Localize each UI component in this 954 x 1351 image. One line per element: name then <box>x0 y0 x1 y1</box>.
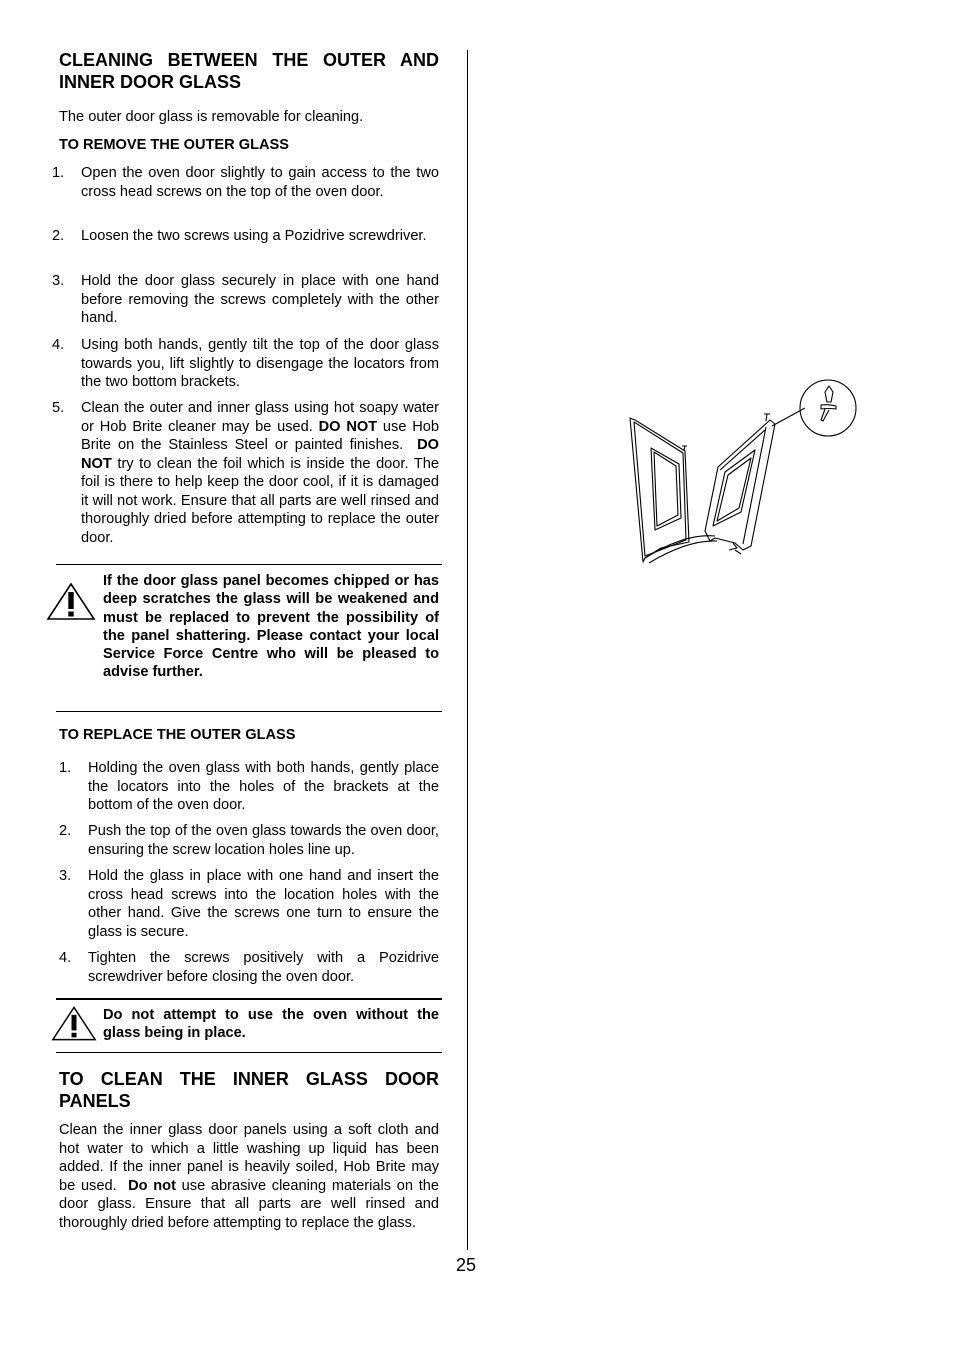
divider <box>56 1052 442 1053</box>
section-heading: CLEANING BETWEEN THE OUTER AND INNER DOOR GLASS <box>59 50 439 92</box>
list-item: 1. Open the oven door slightly to gain access to the two cross head screws on the top of the oven door. <box>52 165 439 200</box>
list-item: 2. Loosen the two screws using a Pozidrive screwdriver. <box>52 228 427 244</box>
list-item: 1. Holding the oven glass with both hands, gently place the locators into the holes of the brackets at the bottom of the oven door. <box>59 760 439 813</box>
list-item: 2. Push the top of the oven glass towards the oven door, ensuring the screw location holes line up. <box>59 823 439 858</box>
intro-text: The outer door glass is removable for cleaning. <box>59 109 364 125</box>
list-item: 5. Clean the outer and inner glass using hot soapy water or Hob Brite cleaner may be used. DO NOT use Hob Brite on the Stainless Steel or painted finishes. DO NOT try to clean the foil which is inside the door. The foil is there to help keep the door cool, if it is damaged it will not work. Ensure that all parts are well rinsed and thoroughly dried before attempting to replace the outer door. <box>52 400 440 546</box>
divider <box>56 564 442 565</box>
divider <box>56 711 442 712</box>
column-divider <box>467 50 468 1250</box>
divider <box>56 998 442 1000</box>
door-glass-illustration <box>625 378 865 568</box>
warning-text: If the door glass panel becomes chipped or has deep scratches the glass will be weakened and must be replaced to prevent the possibility of the panel shattering. Please contact your local Service Force Centre who will be pleased to advise further. <box>103 573 439 681</box>
list-item: 4. Tighten the screws positively with a Pozidrive screwdriver before closing the oven door. <box>59 950 439 985</box>
list-item: 4. Using both hands, gently tilt the top of the door glass towards you, lift slightly to disengage the locators from the two bottom brackets. <box>52 337 439 390</box>
remove-heading: TO REMOVE THE OUTER GLASS <box>59 137 290 153</box>
warning-icon <box>46 582 96 622</box>
list-item: 3. Hold the door glass securely in place with one hand before removing the screws completely with the other hand. <box>52 273 439 326</box>
warning-text: Do not attempt to use the oven without the glass being in place. <box>103 1007 439 1042</box>
list-item: 3. Hold the glass in place with one hand and insert the cross head screws into the location holes with the other hand. Give the screws one turn to ensure the glass is secure. <box>59 868 439 940</box>
section-heading: TO CLEAN THE INNER GLASS DOOR PANELS <box>59 1069 439 1111</box>
warning-icon <box>51 1005 97 1043</box>
page-number: 25 <box>456 1255 477 1275</box>
body-text: Clean the inner glass door panels using a soft cloth and hot water to which a little washing up liquid has been added. If the inner panel is heavily soiled, Hob Brite may be used. Do not use abrasive cleaning materials on the door glass. Ensure that all parts are well rinsed and thoroughly dried before attempting to replace the glass. <box>59 1122 439 1231</box>
replace-heading: TO REPLACE THE OUTER GLASS <box>59 727 296 743</box>
